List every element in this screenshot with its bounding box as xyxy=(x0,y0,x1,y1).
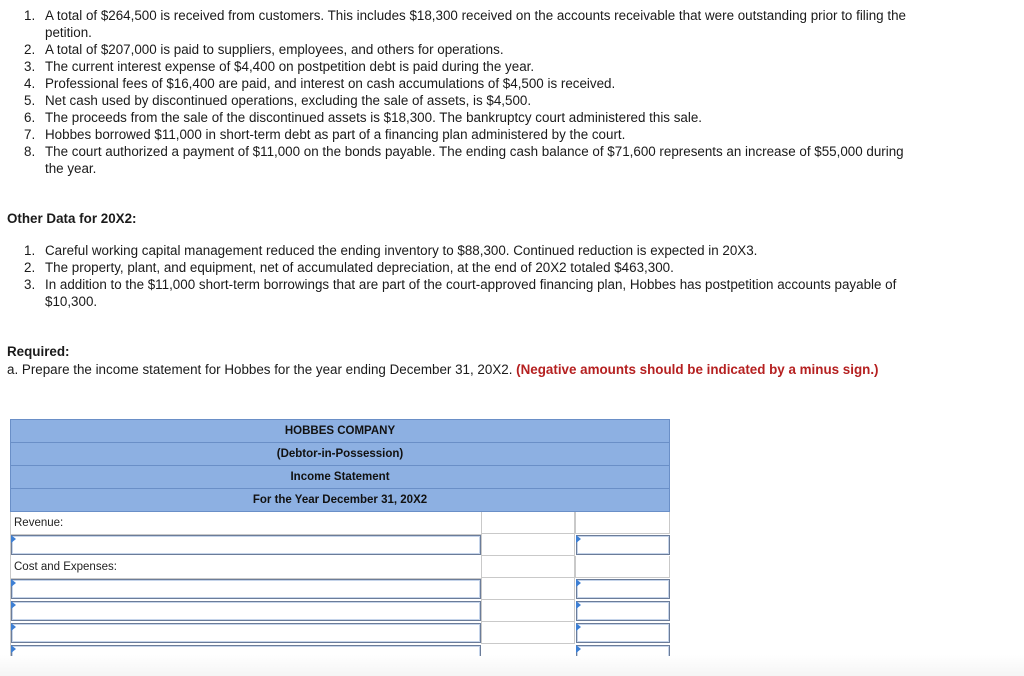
statement-status: (Debtor-in-Possession) xyxy=(10,442,670,465)
total-cell xyxy=(575,512,670,534)
required-instructions: a. Prepare the income statement for Hobbes for the year ending December 31, 20X2. (Negative amounts should be indicated by a minus sign.) xyxy=(7,362,879,377)
amount-cell xyxy=(481,600,575,622)
expense-amount-input[interactable] xyxy=(576,601,670,621)
dropdown-marker-icon xyxy=(11,645,16,653)
input-marker-icon xyxy=(576,579,581,587)
list-item: 7. Hobbes borrowed $11,000 in short-term debt as part of a financing plan administered by the court. xyxy=(24,127,626,142)
expense-input-row xyxy=(10,600,670,622)
expense-item-input[interactable] xyxy=(11,579,481,599)
required-note: (Negative amounts should be indicated by a minus sign.) xyxy=(516,362,879,377)
amount-cell xyxy=(481,534,575,556)
input-marker-icon xyxy=(576,623,581,631)
amount-cell xyxy=(481,556,575,578)
dropdown-marker-icon xyxy=(11,579,16,587)
list-item: 2. A total of $207,000 is paid to suppliers, employees, and others for operations. xyxy=(24,42,504,57)
dropdown-marker-icon xyxy=(11,623,16,631)
scroll-fade xyxy=(0,655,1024,676)
input-marker-icon xyxy=(576,601,581,609)
other-data-heading: Other Data for 20X2: xyxy=(7,211,137,226)
amount-cell xyxy=(481,622,575,644)
statement-period: For the Year December 31, 20X2 xyxy=(10,488,670,512)
expenses-label-row xyxy=(10,556,670,578)
list-item: 1. A total of $264,500 is received from customers. This includes $18,300 received on the accounts receivable that were outstanding prior to filing the petition. xyxy=(24,8,906,40)
facts-list xyxy=(0,7,920,177)
list-item: 6. The proceeds from the sale of the discontinued assets is $18,300. The bankruptcy court administered this sale. xyxy=(24,110,703,125)
list-item: 4. Professional fees of $16,400 are paid, and interest on cash accumulations of $4,500 is received. xyxy=(24,76,616,91)
expense-amount-input[interactable] xyxy=(576,579,670,599)
income-statement-table xyxy=(10,419,670,656)
input-marker-icon xyxy=(576,645,581,653)
expense-item-input[interactable] xyxy=(11,601,481,621)
total-cell xyxy=(575,556,670,578)
expense-input-row xyxy=(10,578,670,600)
revenue-label-row xyxy=(10,512,670,534)
statement-company: HOBBES COMPANY xyxy=(10,419,670,442)
input-marker-icon xyxy=(576,535,581,543)
list-item: 8. The court authorized a payment of $11,000 on the bonds payable. The ending cash balance of $71,600 represents an increase of $55,000 during the year. xyxy=(24,144,904,176)
list-item: 1. Careful working capital management reduced the ending inventory to $88,300. Continued reduction is expected in 20X3. xyxy=(24,243,758,258)
amount-cell xyxy=(481,578,575,600)
statement-title: Income Statement xyxy=(10,465,670,488)
revenue-total-input[interactable] xyxy=(576,535,670,555)
expense-amount-input[interactable] xyxy=(576,623,670,643)
dropdown-marker-icon xyxy=(11,535,16,543)
required-heading: Required: xyxy=(7,344,70,359)
revenue-item-input[interactable] xyxy=(11,535,481,555)
expense-item-input[interactable] xyxy=(11,623,481,643)
other-data-list xyxy=(0,242,900,310)
dropdown-marker-icon xyxy=(11,601,16,609)
list-item: 3. In addition to the $11,000 short-term borrowings that are part of the court-approved financing plan, Hobbes has postpetition accounts payable of $10,300. xyxy=(24,277,897,309)
revenue-input-row xyxy=(10,534,670,556)
expenses-label: Cost and Expenses: xyxy=(11,556,482,579)
list-item: 5. Net cash used by discontinued operations, excluding the sale of assets, is $4,500. xyxy=(24,93,532,108)
expense-input-row xyxy=(10,622,670,644)
list-item: 2. The property, plant, and equipment, net of accumulated depreciation, at the end of 20X2 totaled $463,300. xyxy=(24,260,674,275)
amount-cell xyxy=(481,512,575,534)
revenue-label: Revenue: xyxy=(11,512,482,535)
list-item: 3. The current interest expense of $4,400 on postpetition debt is paid during the year. xyxy=(24,59,535,74)
